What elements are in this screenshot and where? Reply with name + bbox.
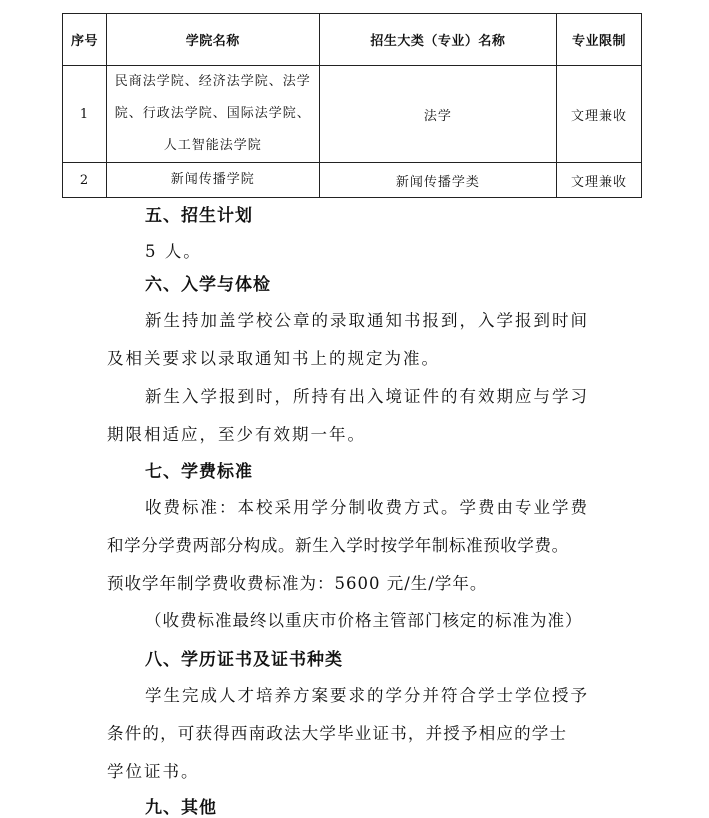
paragraph-line: 及相关要求以录取通知书上的规定为准。 xyxy=(107,349,440,368)
header-college: 学院名称 xyxy=(106,14,319,66)
paragraph-line: 新生入学报到时，所持有出入境证件的有效期应与学习 xyxy=(145,387,589,406)
section-heading-certificates: 八、学历证书及证书种类 xyxy=(145,650,343,670)
paragraph-line: 和学分学费两部分构成。新生入学时按学年制标准预收学费。 xyxy=(107,536,569,555)
table-row xyxy=(63,66,642,163)
section-heading-tuition: 七、学费标准 xyxy=(145,462,253,482)
paragraph-line: 学位证书。 xyxy=(107,762,200,781)
row-index: 2 xyxy=(63,163,107,198)
paragraph-line: 期限相适应，至少有效期一年。 xyxy=(107,425,366,444)
row-restriction: 文理兼收 xyxy=(557,163,642,198)
paragraph-line: 学生完成人才培养方案要求的学分并符合学士学位授予 xyxy=(145,686,589,705)
college-line: 新闻传播学院 xyxy=(170,172,255,187)
paragraph-line: 收费标准：本校采用学分制收费方式。学费由专业学费 xyxy=(145,498,589,517)
row-college xyxy=(106,66,319,163)
table-header-row xyxy=(63,14,642,66)
section-heading-admission: 六、入学与体检 xyxy=(145,275,271,295)
college-line: 院、行政法学院、国际法学院、 xyxy=(114,106,311,121)
row-college xyxy=(106,163,319,198)
paragraph-line: 5 人。 xyxy=(145,242,202,261)
college-line: 人工智能法学院 xyxy=(163,138,262,153)
header-major: 招生大类（专业）名称 xyxy=(319,14,557,66)
header-index: 序号 xyxy=(63,14,107,66)
paragraph-line: （收费标准最终以重庆市价格主管部门核定的标准为准） xyxy=(145,611,583,630)
row-restriction: 文理兼收 xyxy=(557,66,642,163)
section-heading-other: 九、其他 xyxy=(145,798,217,818)
paragraph-line: 新生持加盖学校公章的录取通知书报到，入学报到时间 xyxy=(145,311,589,330)
college-line: 民商法学院、经济法学院、法学 xyxy=(114,74,311,89)
paragraph-line: 预收学年制学费收费标准为：5600 元/生/学年。 xyxy=(107,574,488,593)
header-restriction: 专业限制 xyxy=(557,14,642,66)
row-major: 法学 xyxy=(319,66,557,163)
row-major: 新闻传播学类 xyxy=(319,163,557,198)
row-index: 1 xyxy=(63,66,107,163)
table-row xyxy=(63,163,642,198)
majors-table xyxy=(62,13,642,198)
paragraph-line: 条件的，可获得西南政法大学毕业证书，并授予相应的学士 xyxy=(107,724,568,743)
section-heading-enrollment-plan: 五、招生计划 xyxy=(145,206,253,226)
